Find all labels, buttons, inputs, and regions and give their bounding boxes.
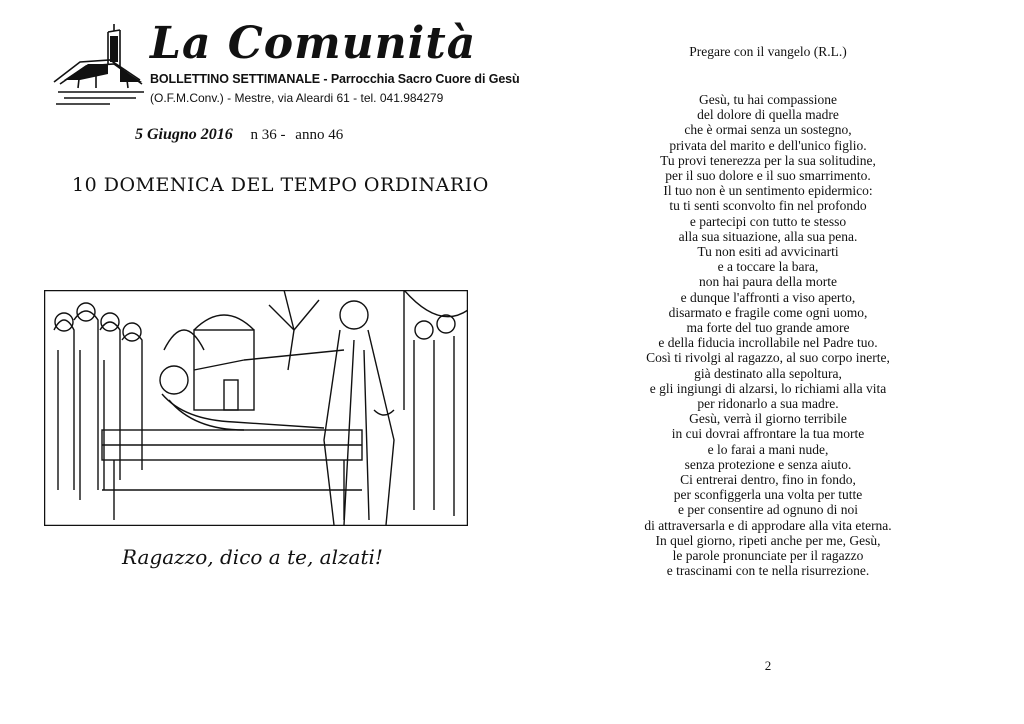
prayer-line: Così ti rivolgi al ragazzo, al suo corpo inerte, <box>646 350 890 366</box>
issue-date: 5 Giugno 2016 <box>135 126 233 143</box>
prayer-line: e gli ingiungi di alzarsi, lo richiami alla vita <box>649 380 887 396</box>
prayer-title: Pregare con il vangelo (R.L.) <box>689 44 847 59</box>
prayer-line: alla sua situazione, alla sua pena. <box>678 228 858 244</box>
prayer-line: senza protezione e senza aiuto. <box>684 456 852 472</box>
prayer-line: e lo farai a mani nude, <box>707 441 829 457</box>
prayer-line: del dolore di quella madre <box>697 107 839 123</box>
prayer-line: e partecipi con tutto te stesso <box>689 213 847 229</box>
prayer-line: per il suo dolore e il suo smarrimento. <box>665 168 871 184</box>
prayer-line: Il tuo non è un sentimento epidermico: <box>663 183 873 199</box>
issue-number: n 36 - <box>250 127 286 143</box>
prayer-line: In quel giorno, ripeti anche per me, Gesù, <box>655 532 881 548</box>
prayer-line: e trascinami con te nella risurrezione. <box>666 563 870 579</box>
prayer-line: Ci entrerai dentro, fino in fondo, <box>680 472 856 488</box>
prayer-text <box>512 92 1024 579</box>
right-page <box>512 0 1024 724</box>
prayer-line: tu ti senti sconvolto fin nel profondo <box>669 198 867 214</box>
prayer-line: per ridonarlo a sua madre. <box>697 396 839 412</box>
illustration-caption: Ragazzo, dico a te, alzati! <box>122 545 383 569</box>
prayer-line: e dunque l'affronti a viso aperto, <box>680 289 856 305</box>
prayer-line: per sconfiggerla una volta per tutte <box>673 487 863 503</box>
prayer-line: già destinato alla sepoltura, <box>694 365 842 381</box>
prayer-line: ma forte del tuo grande amore <box>686 320 850 336</box>
prayer-line: e a toccare la bara, <box>717 259 819 275</box>
resurrection-scene-illustration <box>44 290 468 526</box>
prayer-line: in cui dovrai affrontare la tua morte <box>671 426 865 442</box>
prayer-line: Gesù, tu hai compassione <box>699 92 837 107</box>
prayer-line: privata del marito e dell'unico figlio. <box>669 137 867 153</box>
prayer-line: disarmato e fragile come ogni uomo, <box>668 304 868 320</box>
church-sketch-icon <box>50 22 150 106</box>
prayer-line: Tu non esiti ad avvicinarti <box>697 244 839 260</box>
issue-year: anno 46 <box>295 127 344 143</box>
page-number: 2 <box>764 658 772 673</box>
issue-line <box>135 126 343 144</box>
masthead-title: La Comunità <box>150 18 477 69</box>
prayer-line: e della fiducia incrollabile nel Padre tuo. <box>658 335 878 351</box>
masthead-address: (O.F.M.Conv.) - Mestre, via Aleardi 61 - tel. 041.984279 <box>150 91 444 105</box>
prayer-line: e per consentire ad ognuno di noi <box>678 502 858 518</box>
prayer-line: le parole pronunciate per il ragazzo <box>672 548 864 564</box>
prayer-line: Tu provi tenerezza per la sua solitudine, <box>660 152 876 168</box>
page-heading: 10 DOMENICA DEL TEMPO ORDINARIO <box>72 174 489 196</box>
masthead-subtitle: BOLLETTINO SETTIMANALE - Parrocchia Sacro Cuore di Gesù <box>150 72 520 86</box>
prayer-line: non hai paura della morte <box>699 274 837 290</box>
prayer-line: Gesù, verrà il giorno terribile <box>689 411 847 427</box>
prayer-line: di attraversarla e di approdare alla vita eterna. <box>644 517 892 533</box>
prayer-line: che è ormai senza un sostegno, <box>684 122 852 138</box>
